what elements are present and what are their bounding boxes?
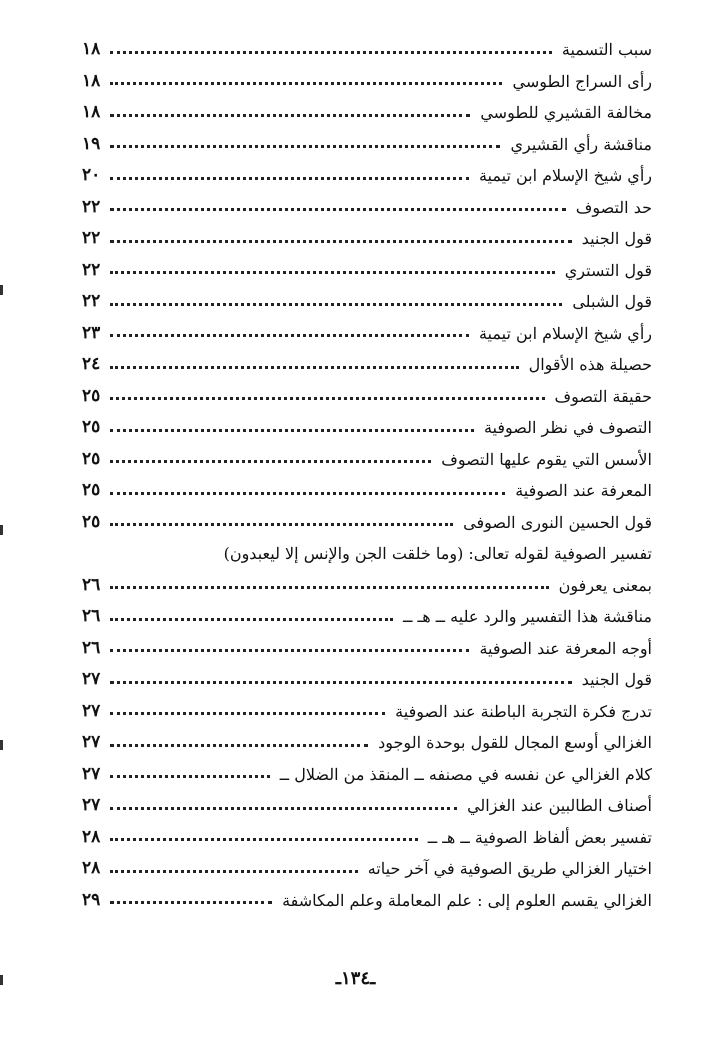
dot-leader bbox=[110, 838, 418, 841]
toc-entry-title: قول التستري bbox=[564, 260, 652, 280]
toc-entry-title: مناقشة هذا التفسير والرد عليه ــ هـ ــ bbox=[403, 607, 652, 627]
toc-entry-page: ١٨ bbox=[82, 39, 101, 60]
toc-entry-page: ٢٥ bbox=[82, 417, 101, 438]
dot-leader bbox=[110, 177, 469, 180]
toc-entry-title: قول الشبلى bbox=[572, 292, 652, 312]
toc-entry-page: ١٨ bbox=[82, 102, 101, 123]
dot-leader bbox=[110, 492, 505, 495]
dot-leader bbox=[110, 334, 469, 337]
toc-entry-title: مخالفة القشيري للطوسي bbox=[480, 103, 652, 123]
toc-entry-title: رأى السراج الطوسي bbox=[512, 71, 652, 91]
toc-entry-title: تدرج فكرة التجربة الباطنة عند الصوفية bbox=[395, 701, 652, 721]
dot-leader bbox=[110, 460, 431, 463]
toc-entry bbox=[82, 154, 652, 186]
toc-entry-title: تفسير الصوفية لقوله تعالى: (وما خلقت الجن والإنس إلا ليعبدون) bbox=[223, 544, 652, 564]
scan-edge-mark bbox=[0, 525, 3, 535]
scan-edge-mark bbox=[0, 740, 3, 750]
toc-entry-title: الأسس التي يقوم عليها التصوف bbox=[441, 449, 652, 469]
toc-entry-title: رأي شيخ الإسلام ابن تيمية bbox=[478, 166, 652, 186]
toc-entry-title: رأي شيخ الإسلام ابن تيمية bbox=[478, 323, 652, 343]
toc-entry-page: ٢٧ bbox=[82, 700, 101, 721]
toc-entry-title: مناقشة رأي القشيري bbox=[510, 134, 652, 154]
dot-leader bbox=[110, 366, 519, 369]
toc-entry bbox=[82, 721, 652, 753]
toc-entry-page: ٢٩ bbox=[82, 889, 101, 910]
toc-entry-page: ٢٠ bbox=[82, 165, 101, 186]
toc-entry-page: ٢٢ bbox=[82, 291, 101, 312]
toc-entry bbox=[82, 816, 652, 848]
dot-leader bbox=[110, 208, 566, 211]
toc-entry-title: حصيلة هذه الأقوال bbox=[528, 355, 652, 375]
toc-entry-page: ٢٧ bbox=[82, 795, 101, 816]
dot-leader bbox=[110, 712, 385, 715]
dot-leader bbox=[110, 870, 358, 873]
toc-entry bbox=[82, 753, 652, 785]
toc-entry-title: قول الجنيد bbox=[581, 229, 652, 249]
toc-entry bbox=[82, 375, 652, 407]
toc-entry bbox=[82, 847, 652, 879]
toc-entry bbox=[82, 784, 652, 816]
dot-leader bbox=[110, 586, 549, 589]
dot-leader bbox=[110, 114, 470, 117]
toc-entry-title: التصوف في نظر الصوفية bbox=[483, 418, 652, 438]
scan-edge-mark bbox=[0, 975, 3, 985]
toc-entry-page: ٢٢ bbox=[82, 196, 101, 217]
toc-entry-page: ٢٧ bbox=[82, 732, 101, 753]
toc-entry bbox=[82, 343, 652, 375]
toc-entry-title: المعرفة عند الصوفية bbox=[515, 481, 652, 501]
toc-entry-page: ٢٦ bbox=[82, 606, 101, 627]
toc-entry bbox=[82, 249, 652, 281]
toc-entry-title: بمعنى يعرفون bbox=[558, 575, 652, 595]
dot-leader bbox=[110, 82, 502, 85]
toc-entry-page: ٢٥ bbox=[82, 385, 101, 406]
toc-entry bbox=[82, 217, 652, 249]
toc-entry-title: سبب التسمية bbox=[561, 40, 652, 60]
toc-entry bbox=[82, 91, 652, 123]
toc-entry-page: ٢٤ bbox=[82, 354, 101, 375]
toc-entry-page: ٢٦ bbox=[82, 637, 101, 658]
dot-leader bbox=[110, 51, 552, 54]
toc-entry bbox=[82, 186, 652, 218]
dot-leader bbox=[110, 649, 469, 652]
toc-entry bbox=[82, 312, 652, 344]
toc-entry-title: قول الجنيد bbox=[581, 670, 652, 690]
toc-entry-page: ٢٥ bbox=[82, 480, 101, 501]
toc-entry-page: ٢٨ bbox=[82, 826, 101, 847]
toc-heading bbox=[82, 532, 652, 564]
toc-entry bbox=[82, 123, 652, 155]
dot-leader bbox=[110, 145, 500, 148]
table-of-contents bbox=[82, 28, 652, 910]
toc-entry-page: ١٨ bbox=[82, 70, 101, 91]
toc-entry-title: أصناف الطالبين عند الغزالي bbox=[467, 796, 652, 816]
toc-entry-page: ٢٧ bbox=[82, 669, 101, 690]
dot-leader bbox=[110, 618, 393, 621]
toc-entry-title: الغزالي أوسع المجال للقول بوحدة الوجود bbox=[378, 733, 652, 753]
toc-entry-title: الغزالي يقسم العلوم إلى : علم المعاملة وعلم المكاشفة bbox=[282, 890, 652, 910]
dot-leader bbox=[110, 397, 545, 400]
dot-leader bbox=[110, 807, 457, 810]
dot-leader bbox=[110, 303, 562, 306]
toc-entry bbox=[82, 60, 652, 92]
dot-leader bbox=[110, 681, 572, 684]
toc-entry bbox=[82, 501, 652, 533]
toc-entry-page: ٢٦ bbox=[82, 574, 101, 595]
toc-entry bbox=[82, 658, 652, 690]
dot-leader bbox=[110, 523, 453, 526]
dot-leader bbox=[110, 744, 368, 747]
toc-entry-page: ٢٢ bbox=[82, 259, 101, 280]
dot-leader bbox=[110, 271, 555, 274]
toc-entry-title: كلام الغزالي عن نفسه في مصنفه ــ المنقذ من الضلال ــ bbox=[279, 764, 652, 784]
toc-entry-page: ٢٥ bbox=[82, 448, 101, 469]
toc-entry-page: ٢٥ bbox=[82, 511, 101, 532]
toc-entry bbox=[82, 406, 652, 438]
dot-leader bbox=[110, 429, 474, 432]
toc-entry bbox=[82, 690, 652, 722]
scan-edge-mark bbox=[0, 285, 3, 295]
toc-entry-page: ٢٧ bbox=[82, 763, 101, 784]
toc-entry-page: ٢٨ bbox=[82, 858, 101, 879]
toc-entry-page: ٢٣ bbox=[82, 322, 101, 343]
toc-entry-page: ١٩ bbox=[82, 133, 101, 154]
toc-entry-title: تفسير بعض ألفاظ الصوفية ــ هـ ــ bbox=[427, 827, 652, 847]
toc-entry bbox=[82, 280, 652, 312]
dot-leader bbox=[110, 240, 572, 243]
toc-entry bbox=[82, 879, 652, 911]
toc-entry bbox=[82, 438, 652, 470]
toc-entry bbox=[82, 469, 652, 501]
dot-leader bbox=[110, 775, 270, 778]
toc-entry bbox=[82, 564, 652, 596]
toc-entry-page: ٢٢ bbox=[82, 228, 101, 249]
toc-entry-title: حقيقة التصوف bbox=[554, 386, 652, 406]
toc-entry-title: حد التصوف bbox=[575, 197, 652, 217]
toc-entry bbox=[82, 28, 652, 60]
toc-entry-title: قول الحسين النورى الصوفى bbox=[463, 512, 652, 532]
toc-entry-title: اختيار الغزالي طريق الصوفية في آخر حياته bbox=[367, 859, 652, 879]
dot-leader bbox=[110, 901, 272, 904]
toc-entry-title: أوجه المعرفة عند الصوفية bbox=[479, 638, 652, 658]
toc-entry bbox=[82, 627, 652, 659]
toc-entry bbox=[82, 595, 652, 627]
page-number: ـ١٣٤ـ bbox=[335, 968, 376, 989]
